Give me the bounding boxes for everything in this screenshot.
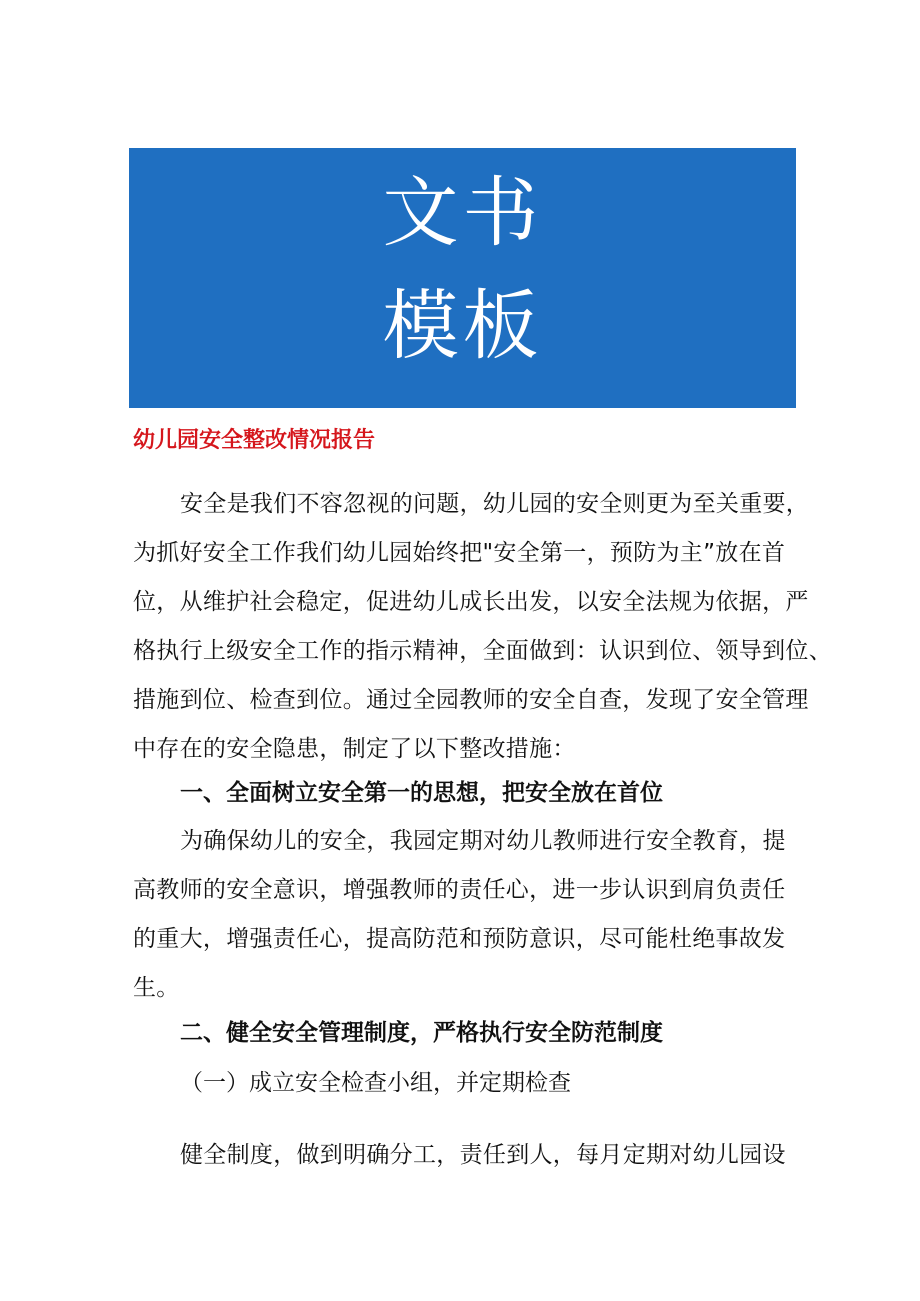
document-title: 幼儿园安全整改情况报告 — [133, 428, 376, 453]
paragraph-line: 措施到位、检查到位。通过全园教师的安全自查，发现了安全管理 — [133, 687, 809, 713]
banner-title-line-1: 文书 — [382, 168, 543, 257]
paragraph-line: 高教师的安全意识，增强教师的责任心，进一步认识到肩负责任 — [133, 877, 786, 903]
cover-banner — [129, 148, 796, 408]
paragraph-line: 安全是我们不容忽视的问题，幼儿园的安全则更为至关重要， — [180, 491, 810, 517]
section-1-paragraph — [133, 817, 803, 1013]
section-2-paragraph — [133, 1131, 803, 1180]
intro-paragraph — [133, 480, 832, 774]
paragraph-line: 健全制度，做到明确分工，责任到人，每月定期对幼儿园设 — [180, 1142, 786, 1168]
paragraph-line: 位，从维护社会稳定，促进幼儿成长出发，以安全法规为依据，严 — [133, 589, 809, 615]
section-1-heading: 一、全面树立安全第一的思想，把安全放在首位 — [180, 780, 663, 806]
paragraph-line: 为确保幼儿的安全，我园定期对幼儿教师进行安全教育，提 — [180, 828, 786, 854]
section-2-heading: 二、健全安全管理制度，严格执行安全防范制度 — [180, 1020, 663, 1046]
paragraph-line: 格执行上级安全工作的指示精神，全面做到：认识到位、领导到位、 — [133, 638, 832, 664]
banner-title-line-2: 模板 — [382, 281, 543, 370]
section-2-subheading: （一）成立安全检查小组，并定期检查 — [180, 1070, 571, 1096]
paragraph-line: 的重大，增强责任心，提高防范和预防意识，尽可能杜绝事故发 — [133, 926, 786, 952]
paragraph-line: 中存在的安全隐患，制定了以下整改措施： — [133, 736, 576, 762]
paragraph-line: 为抓好安全工作我们幼儿园始终把"安全第一，预防为主”放在首 — [133, 540, 786, 566]
paragraph-line: 生。 — [133, 975, 180, 1001]
